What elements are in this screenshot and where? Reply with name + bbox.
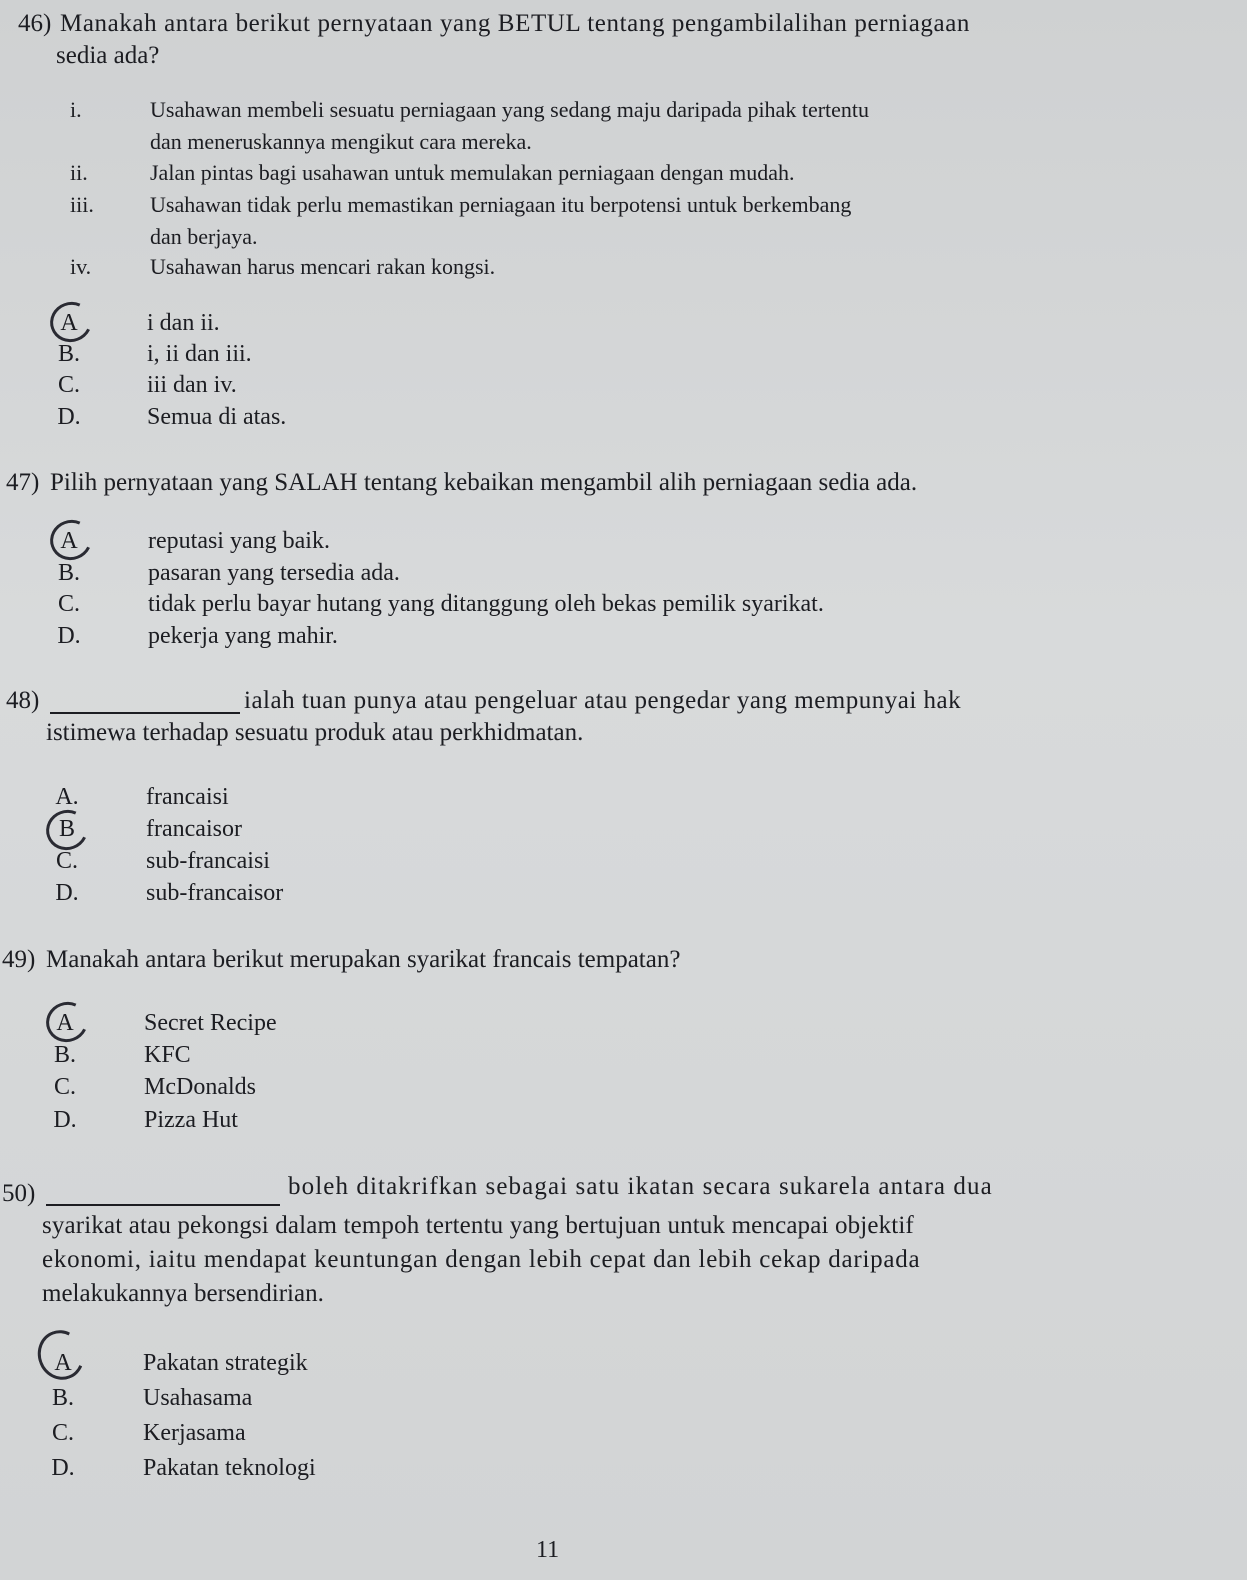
option-text: pekerja yang mahir. bbox=[148, 623, 338, 649]
question-text-line1: Manakah antara berikut merupakan syarikat francais tempatan? bbox=[46, 946, 681, 973]
statement-numeral: ii. bbox=[70, 160, 88, 185]
option-text: sub-francaisi bbox=[146, 848, 270, 874]
question-text-line1: Pilih pernyataan yang SALAH tentang kebaikan mengambil alih perniagaan sedia ada. bbox=[50, 469, 918, 496]
question-text-line1: boleh ditakrifkan sebagai satu ikatan secara sukarela antara dua bbox=[288, 1173, 993, 1200]
statement-numeral: i. bbox=[70, 97, 82, 122]
question-text-line1: Manakah antara berikut pernyataan yang BETUL tentang pengambilalihan perniagaan bbox=[60, 10, 971, 37]
question-number: 46) bbox=[18, 10, 52, 37]
question-text-line4: melakukannya bersendirian. bbox=[42, 1280, 324, 1307]
option-letter: C. bbox=[57, 372, 80, 398]
option-letter: D. bbox=[51, 1455, 75, 1481]
option-text: Semua di atas. bbox=[147, 404, 287, 430]
option-letter: B. bbox=[57, 560, 80, 586]
question-text-line2: sedia ada? bbox=[56, 42, 160, 69]
option-text: Secret Recipe bbox=[144, 1010, 277, 1036]
page-number: 11 bbox=[536, 1537, 560, 1563]
option-text: sub-francaisor bbox=[146, 880, 284, 906]
option-letter: D. bbox=[53, 1107, 77, 1133]
option-letter: B bbox=[58, 816, 75, 842]
option-letter: C. bbox=[51, 1420, 74, 1446]
question-number: 47) bbox=[6, 469, 40, 496]
question-text-line1: ialah tuan punya atau pengeluar atau pengedar yang mempunyai hak bbox=[244, 687, 962, 714]
option-text: iii dan iv. bbox=[147, 372, 237, 398]
question-text-line2: istimewa terhadap sesuatu produk atau perkhidmatan. bbox=[46, 719, 584, 746]
option-letter: A bbox=[60, 310, 78, 336]
question-text-line3: ekonomi, iaitu mendapat keuntungan dengan lebih cepat dan lebih cekap daripada bbox=[42, 1246, 921, 1273]
statement-numeral: iv. bbox=[70, 254, 92, 279]
option-letter: C. bbox=[57, 591, 80, 617]
question-text-line2: syarikat atau pekongsi dalam tempoh tertentu yang bertujuan untuk mencapai objektif bbox=[42, 1212, 914, 1239]
option-text: Pizza Hut bbox=[144, 1107, 238, 1133]
statement-text-cont: dan berjaya. bbox=[150, 224, 258, 249]
statement-text: Usahawan harus mencari rakan kongsi. bbox=[150, 254, 496, 279]
option-letter: B. bbox=[51, 1385, 74, 1411]
option-text: francaisor bbox=[146, 816, 242, 842]
statement-text-cont: dan meneruskannya mengikut cara mereka. bbox=[150, 129, 532, 154]
option-letter: A bbox=[54, 1350, 72, 1376]
option-text: i dan ii. bbox=[147, 310, 220, 336]
option-letter: D. bbox=[57, 623, 81, 649]
option-letter: D. bbox=[55, 880, 79, 906]
option-letter: A bbox=[60, 528, 78, 554]
statement-text: Usahawan membeli sesuatu perniagaan yang sedang maju daripada pihak tertentu bbox=[150, 97, 870, 122]
option-text: Pakatan teknologi bbox=[143, 1455, 316, 1481]
statement-text: Usahawan tidak perlu memastikan perniagaan itu berpotensi untuk berkembang bbox=[150, 192, 852, 217]
option-text: Pakatan strategik bbox=[143, 1350, 308, 1376]
option-text: francaisi bbox=[146, 784, 229, 810]
option-text: i, ii dan iii. bbox=[147, 341, 252, 367]
option-text: McDonalds bbox=[144, 1074, 256, 1100]
option-letter: C. bbox=[53, 1074, 76, 1100]
statement-text: Jalan pintas bagi usahawan untuk memulakan perniagaan dengan mudah. bbox=[150, 160, 795, 185]
option-letter: A bbox=[56, 1010, 74, 1036]
statement-numeral: iii. bbox=[70, 192, 94, 217]
answer-blank-line bbox=[46, 1182, 280, 1206]
option-text: tidak perlu bayar hutang yang ditanggung oleh bekas pemilik syarikat. bbox=[148, 591, 824, 617]
option-text: Usahasama bbox=[143, 1385, 253, 1411]
option-text: KFC bbox=[144, 1042, 191, 1068]
answer-blank-line bbox=[50, 690, 240, 714]
question-number: 48) bbox=[6, 687, 40, 714]
question-number: 50) bbox=[2, 1180, 36, 1207]
option-text: pasaran yang tersedia ada. bbox=[148, 560, 400, 586]
option-letter: C. bbox=[55, 848, 78, 874]
option-text: Kerjasama bbox=[143, 1420, 246, 1446]
option-letter: B. bbox=[57, 341, 80, 367]
option-letter: D. bbox=[57, 404, 81, 430]
option-text: reputasi yang baik. bbox=[148, 528, 330, 554]
option-letter: A. bbox=[55, 784, 79, 810]
option-letter: B. bbox=[53, 1042, 76, 1068]
question-number: 49) bbox=[2, 946, 36, 973]
